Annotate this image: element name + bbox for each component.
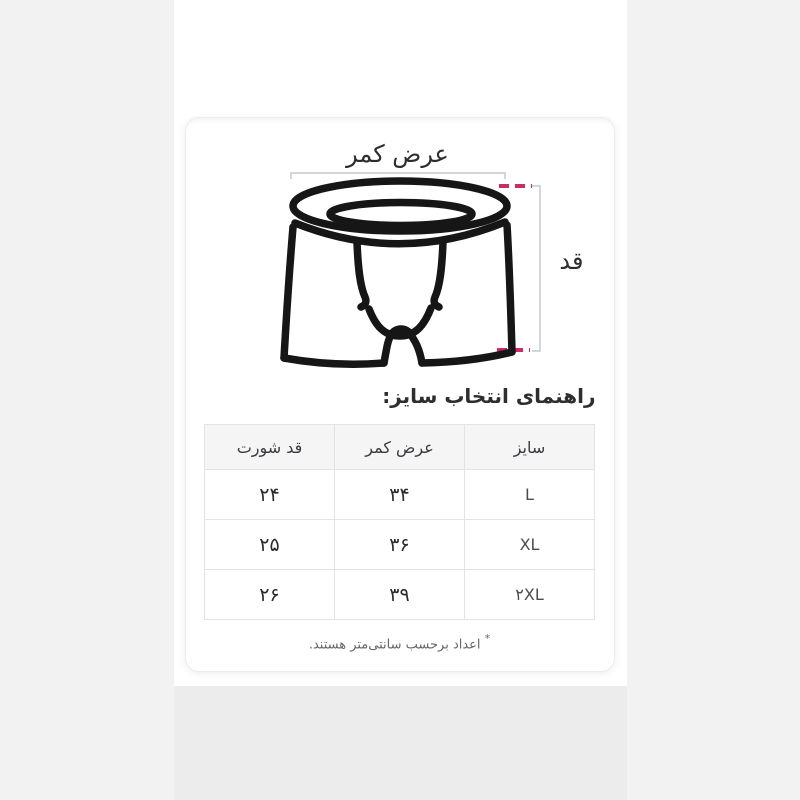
- content-column: [174, 0, 627, 800]
- footnote-text: اعداد برحسب سانتی‌متر هستند.: [308, 637, 481, 653]
- table-header-row: [205, 425, 595, 470]
- shorts-length-cell: ۲۴: [205, 470, 335, 520]
- footnote: [186, 633, 614, 652]
- footnote-asterisk: *: [484, 632, 491, 645]
- size-guide-card: [185, 117, 615, 672]
- waist-width-cell: ۳۹: [335, 570, 465, 620]
- table-row: [205, 570, 595, 620]
- bottom-gray-band: [174, 686, 627, 800]
- size-table: [204, 424, 595, 620]
- col-header-shorts-length: قد شورت: [205, 425, 335, 470]
- size-cell: ۲XL: [465, 570, 595, 620]
- table-row: [205, 470, 595, 520]
- size-cell: L: [465, 470, 595, 520]
- length-bracket: [532, 186, 540, 351]
- measurement-diagram: [186, 118, 614, 378]
- length-label: قد: [559, 247, 584, 275]
- shorts-length-cell: ۲۶: [205, 570, 335, 620]
- boxer-shorts-outline: [284, 181, 512, 364]
- waist-width-label: عرض کمر: [346, 140, 449, 168]
- col-header-size: سایز: [465, 425, 595, 470]
- waist-width-cell: ۳۶: [335, 520, 465, 570]
- col-header-waist-width: عرض کمر: [335, 425, 465, 470]
- table-row: [205, 520, 595, 570]
- size-cell: XL: [465, 520, 595, 570]
- size-guide-title: راهنمای انتخاب سایز:: [382, 384, 596, 408]
- waist-width-cell: ۳۴: [335, 470, 465, 520]
- shorts-length-cell: ۲۵: [205, 520, 335, 570]
